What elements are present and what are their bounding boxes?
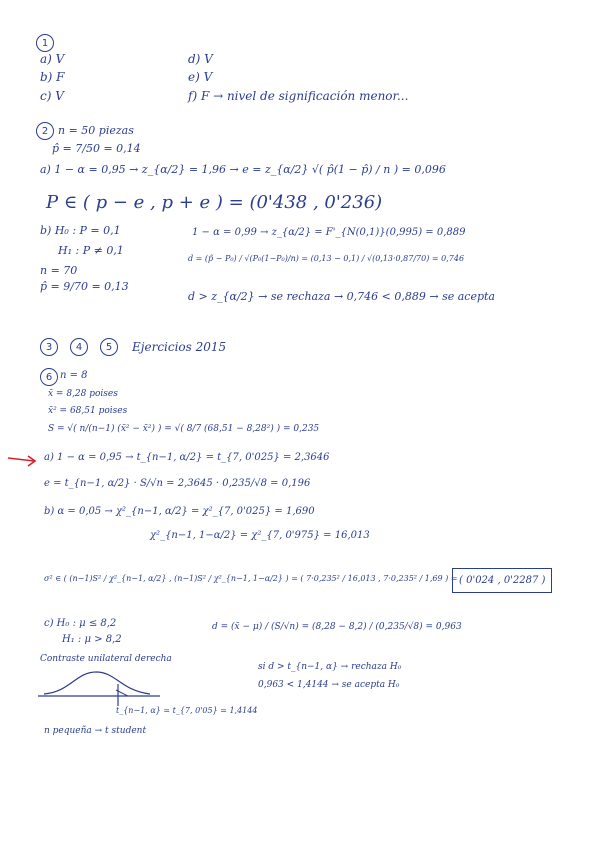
red-arrow-icon [8, 456, 35, 466]
q6-chi2-upper: χ²_{n−1, 1−α/2} = χ²_{7, 0'975} = 16,013 [150, 530, 370, 541]
q6-part-b: b) α = 0,05 → χ²_{n−1, α/2} = χ²_{7, 0'025} = 1,690 [44, 506, 315, 517]
q6-c-rule: si d > t_{n−1, α} → rechaza H₀ [258, 662, 402, 672]
q2-confidence-level: 1 − α = 0,99 → z_{α/2} = F'_{N(0,1)}(0,995) = 0,889 [192, 227, 466, 238]
exercise-5-number: 5 [100, 338, 118, 356]
exercise-4-number: 4 [70, 338, 88, 356]
q6-sample-size: n = 8 [60, 370, 88, 381]
answer-1a: a) V [40, 52, 65, 66]
q6-c-alt-hypothesis: H₁ : μ > 8,2 [62, 634, 122, 645]
exercise-6-number: 6 [40, 368, 58, 386]
q6-mean: x̄ = 8,28 poises [48, 389, 118, 399]
answer-1f: f) F → nivel de significación menor... [188, 89, 409, 103]
q6-c-note: n pequeña → t student [44, 726, 147, 736]
q6-std-dev: S = √( n/(n−1) (x̄² − x̄²) ) = √( 8/7 (68,51 − 8,28²) ) = 0,235 [48, 424, 320, 434]
answer-1e: e) V [188, 70, 213, 84]
q6-c-contrast: Contraste unilateral derecha [40, 654, 172, 664]
exercise-3-number: 3 [40, 338, 58, 356]
q2-test-statistic: d = (p̂ − P₀) / √(P₀(1−P₀)/n) = (0,13 − 0,1) / √(0,13·0,87/70) = 0,746 [188, 254, 465, 263]
answer-1c: c) V [40, 89, 64, 103]
q6-variance-result: ( 0'024 , 0'2287 ) [452, 568, 552, 593]
q2-sample-size: n = 50 piezas [58, 124, 134, 137]
exercise-1-number: 1 [36, 34, 54, 52]
q6-c-critical-t: t_{n−1, α} = t_{7, 0'05} = 1,4144 [116, 706, 258, 715]
q2-decision: d > z_{α/2} → se rechaza → 0,746 < 0,889 → se acepta [188, 290, 495, 303]
section-title: Ejercicios 2015 [132, 340, 227, 354]
answer-1d: d) V [188, 52, 213, 66]
q6-part-a: a) 1 − α = 0,95 → t_{n−1, α/2} = t_{7, 0'025} = 2,3646 [44, 452, 330, 463]
answer-1b: b) F [40, 70, 65, 84]
q2-n70: n = 70 [40, 264, 78, 277]
q6-variance-interval: σ² ∈ ( (n−1)S² / χ²_{n−1, α/2} , (n−1)S² / χ²_{n−1, 1−α/2} ) = ( 7·0,235² / 16,013 , 7·0,235² / 1,69 ) = [44, 574, 458, 583]
q6-error: e = t_{n−1, α/2} · S/√n = 2,3645 · 0,235/√8 = 0,196 [44, 478, 311, 489]
q2-part-a: a) 1 − α = 0,95 → z_{α/2} = 1,96 → e = z_{α/2} √( p̂(1 − p̂) / n ) = 0,096 [40, 163, 446, 176]
q2-null-hypothesis: b) H₀ : P = 0,1 [40, 224, 121, 237]
q2-alt-hypothesis: H₁ : P ≠ 0,1 [58, 244, 124, 257]
q6-c-statistic: d = (x̄ − μ) / (S/√n) = (8,28 − 8,2) / (0,235/√8) = 0,963 [212, 622, 462, 632]
q2-p70: p̂ = 9/70 = 0,13 [40, 280, 129, 293]
q6-c-decision: 0,963 < 1,4144 → se acepta H₀ [258, 680, 400, 690]
exercise-2-number: 2 [36, 122, 54, 140]
q6-c-null-hypothesis: c) H₀ : μ ≤ 8,2 [44, 618, 117, 629]
q2-proportion: p̂ = 7/50 = 0,14 [52, 142, 141, 155]
q2-confidence-interval: P ∈ ( p − e , p + e ) = (0'438 , 0'236) [46, 192, 383, 213]
density-curve-sketch [38, 672, 160, 706]
q6-mean-square: x̄² = 68,51 poises [48, 406, 128, 416]
